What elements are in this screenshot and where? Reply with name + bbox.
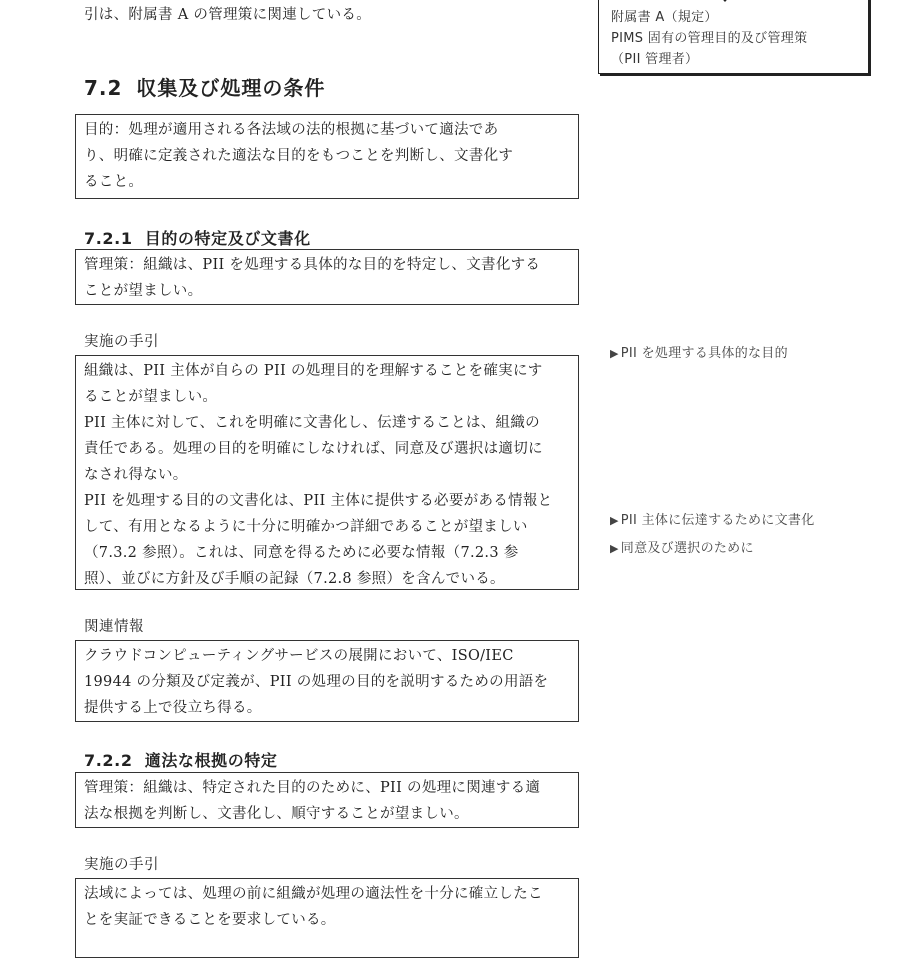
objective-line: 目的：処理が適用される各法域の法的根拠に基づいて適法であ [84, 122, 499, 138]
control-722-line: 法な根拠を判断し、文書化し、順守することが望ましい。 [84, 806, 469, 822]
section-heading [84, 72, 325, 101]
guidance-721-line: 照）、並びに方針及び手順の記録（7.2.8 参照）を含んでいる。 [84, 571, 505, 587]
side-note-consent [610, 537, 754, 556]
guidance-721-line: PII を処理する目的の文書化は、PII 主体に提供する必要がある情報と [84, 493, 553, 509]
control-721-line: 管理策：組織は、PII を処理する具体的な目的を特定し、文書化する [84, 257, 541, 273]
guidance-722-label: 実施の手引 [84, 857, 159, 873]
side-note-communicate [610, 509, 815, 528]
callout-pointer [717, 0, 733, 2]
guidance-721-line: PII 主体に対して、これを明確に文書化し、伝達することは、組織の [84, 415, 540, 431]
subsection-722-number: 7.2.2 [84, 751, 133, 770]
objective-box [75, 114, 579, 199]
side-note-purpose [610, 342, 788, 361]
control-721-box [75, 249, 579, 305]
subsection-721-heading [84, 226, 311, 249]
guidance-721-line: 責任である。処理の目的を明確にしなければ、同意及び選択は適切に [84, 441, 543, 457]
control-721-line: ことが望ましい。 [84, 283, 203, 299]
side-note-text: PII を処理する具体的な目的 [620, 346, 788, 361]
related-721-label: 関連情報 [84, 619, 144, 635]
guidance-721-line: ることが望ましい。 [84, 389, 218, 405]
objective-line: ること。 [84, 174, 144, 190]
annex-callout [598, 0, 869, 74]
triangle-marker-icon: ▶ [610, 514, 619, 527]
objective-line: り、明確に定義された適法な目的をもつことを判断し、文書化す [84, 148, 514, 164]
subsection-722-heading [84, 748, 278, 771]
top-fragment-text: 引は、附属書 A の管理策に関連している。 [84, 7, 371, 23]
subsection-721-title: 目的の特定及び文書化 [144, 229, 311, 248]
subsection-721-number: 7.2.1 [84, 229, 133, 248]
triangle-marker-icon: ▶ [610, 347, 619, 360]
guidance-722-box [75, 878, 579, 958]
guidance-721-line: して、有用となるように十分に明確かつ詳細であることが望ましい [84, 519, 528, 535]
related-721-box [75, 640, 579, 722]
related-721-line: 19944 の分類及び定義が、PII の処理の目的を説明するための用語を [84, 674, 549, 690]
guidance-722-line: とを実証できることを要求している。 [84, 912, 336, 928]
guidance-721-line: 組織は、PII 主体が自らの PII の処理目的を理解することを確実にす [84, 363, 543, 379]
subsection-722-title: 適法な根拠の特定 [144, 751, 278, 770]
control-722-line: 管理策：組織は、特定された目的のために、PII の処理に関連する適 [84, 780, 541, 796]
guidance-721-box [75, 355, 579, 590]
related-721-line: クラウドコンピューティングサービスの展開において、ISO/IEC [84, 648, 514, 664]
annex-line-2: PIMS 固有の管理目的及び管理策 [611, 31, 808, 46]
triangle-marker-icon: ▶ [610, 542, 619, 555]
guidance-721-label: 実施の手引 [84, 334, 159, 350]
annex-line-3: （PII 管理者） [611, 52, 699, 67]
control-722-box [75, 772, 579, 828]
related-721-line: 提供する上で役立ち得る。 [84, 700, 262, 716]
guidance-722-line: 法域によっては、処理の前に組織が処理の適法性を十分に確立したこ [84, 886, 543, 902]
section-number: 7.2 [84, 76, 123, 100]
section-title: 収集及び処理の条件 [136, 76, 326, 100]
guidance-721-line: なされ得ない。 [84, 467, 188, 483]
side-note-text: PII 主体に伝達するために文書化 [620, 513, 815, 528]
annex-line-1: 附属書 A（規定） [611, 10, 718, 25]
guidance-721-line: （7.3.2 参照）。これは、同意を得るために必要な情報（7.2.3 参 [84, 545, 519, 561]
side-note-text: 同意及び選択のために [620, 541, 754, 556]
